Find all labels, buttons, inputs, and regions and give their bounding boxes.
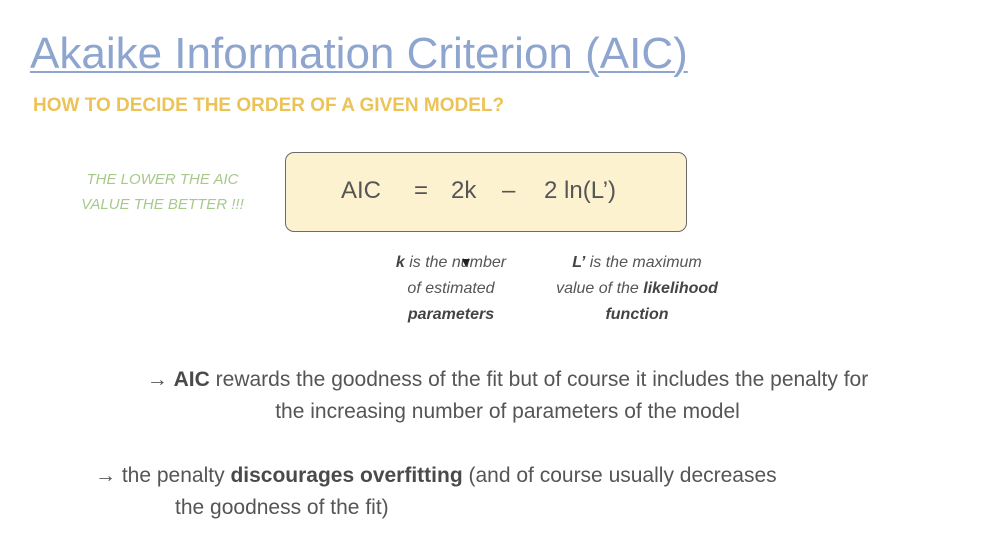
l-note-text-2: value of the (556, 280, 644, 297)
mouse-cursor-icon (462, 259, 470, 267)
slide-subtitle: HOW TO DECIDE THE ORDER OF A GIVEN MODEL? (33, 95, 505, 116)
k-note-bold: parameters (407, 306, 495, 323)
bullet-penalty-line-2: the goodness of the fit) (175, 496, 389, 519)
k-symbol: k (395, 254, 405, 271)
l-symbol: L’ (572, 254, 586, 271)
bullet-aic-rewards (0, 364, 988, 428)
slide-title: Akaike Information Criterion (AIC) (30, 29, 688, 78)
formula-term-log-likelihood: 2 ln(L’) (544, 177, 617, 204)
side-note-line-2: VALUE THE BETTER !!! (81, 196, 244, 213)
bullet-1-text-2: the increasing number of parameters of the model (275, 400, 740, 423)
side-note-line-1: THE LOWER THE AIC (86, 171, 239, 188)
bullet-1-text-1: rewards the goodness of the fit but of course it includes the penalty for (209, 368, 869, 391)
arrow-icon: → (95, 464, 122, 487)
arrow-icon: → (146, 368, 174, 391)
bullet-2-text-after: (and of course usually decreases (462, 464, 777, 487)
l-note-bold-2: function (605, 306, 669, 323)
k-note-text-2: of estimated (407, 280, 495, 297)
bullet-penalty-line-1 (95, 460, 777, 492)
aic-formula-box (285, 152, 687, 232)
bullet-1-bold: AIC (173, 368, 210, 391)
k-note-text-1: is the number (404, 254, 507, 271)
l-note-text-1: is the maximum (585, 254, 702, 271)
bullet-2-bold: discourages overfitting (230, 464, 463, 487)
bullet-2-text-before: the penalty (121, 464, 231, 487)
l-note-bold-1: likelihood (643, 280, 718, 297)
formula-equals: = (414, 177, 429, 204)
l-definition-note (537, 250, 737, 328)
formula-lhs: AIC (341, 177, 382, 204)
formula-term-2k: 2k (451, 177, 477, 204)
formula-minus: – (502, 177, 516, 204)
side-note (60, 167, 265, 217)
k-definition-note (375, 250, 527, 328)
